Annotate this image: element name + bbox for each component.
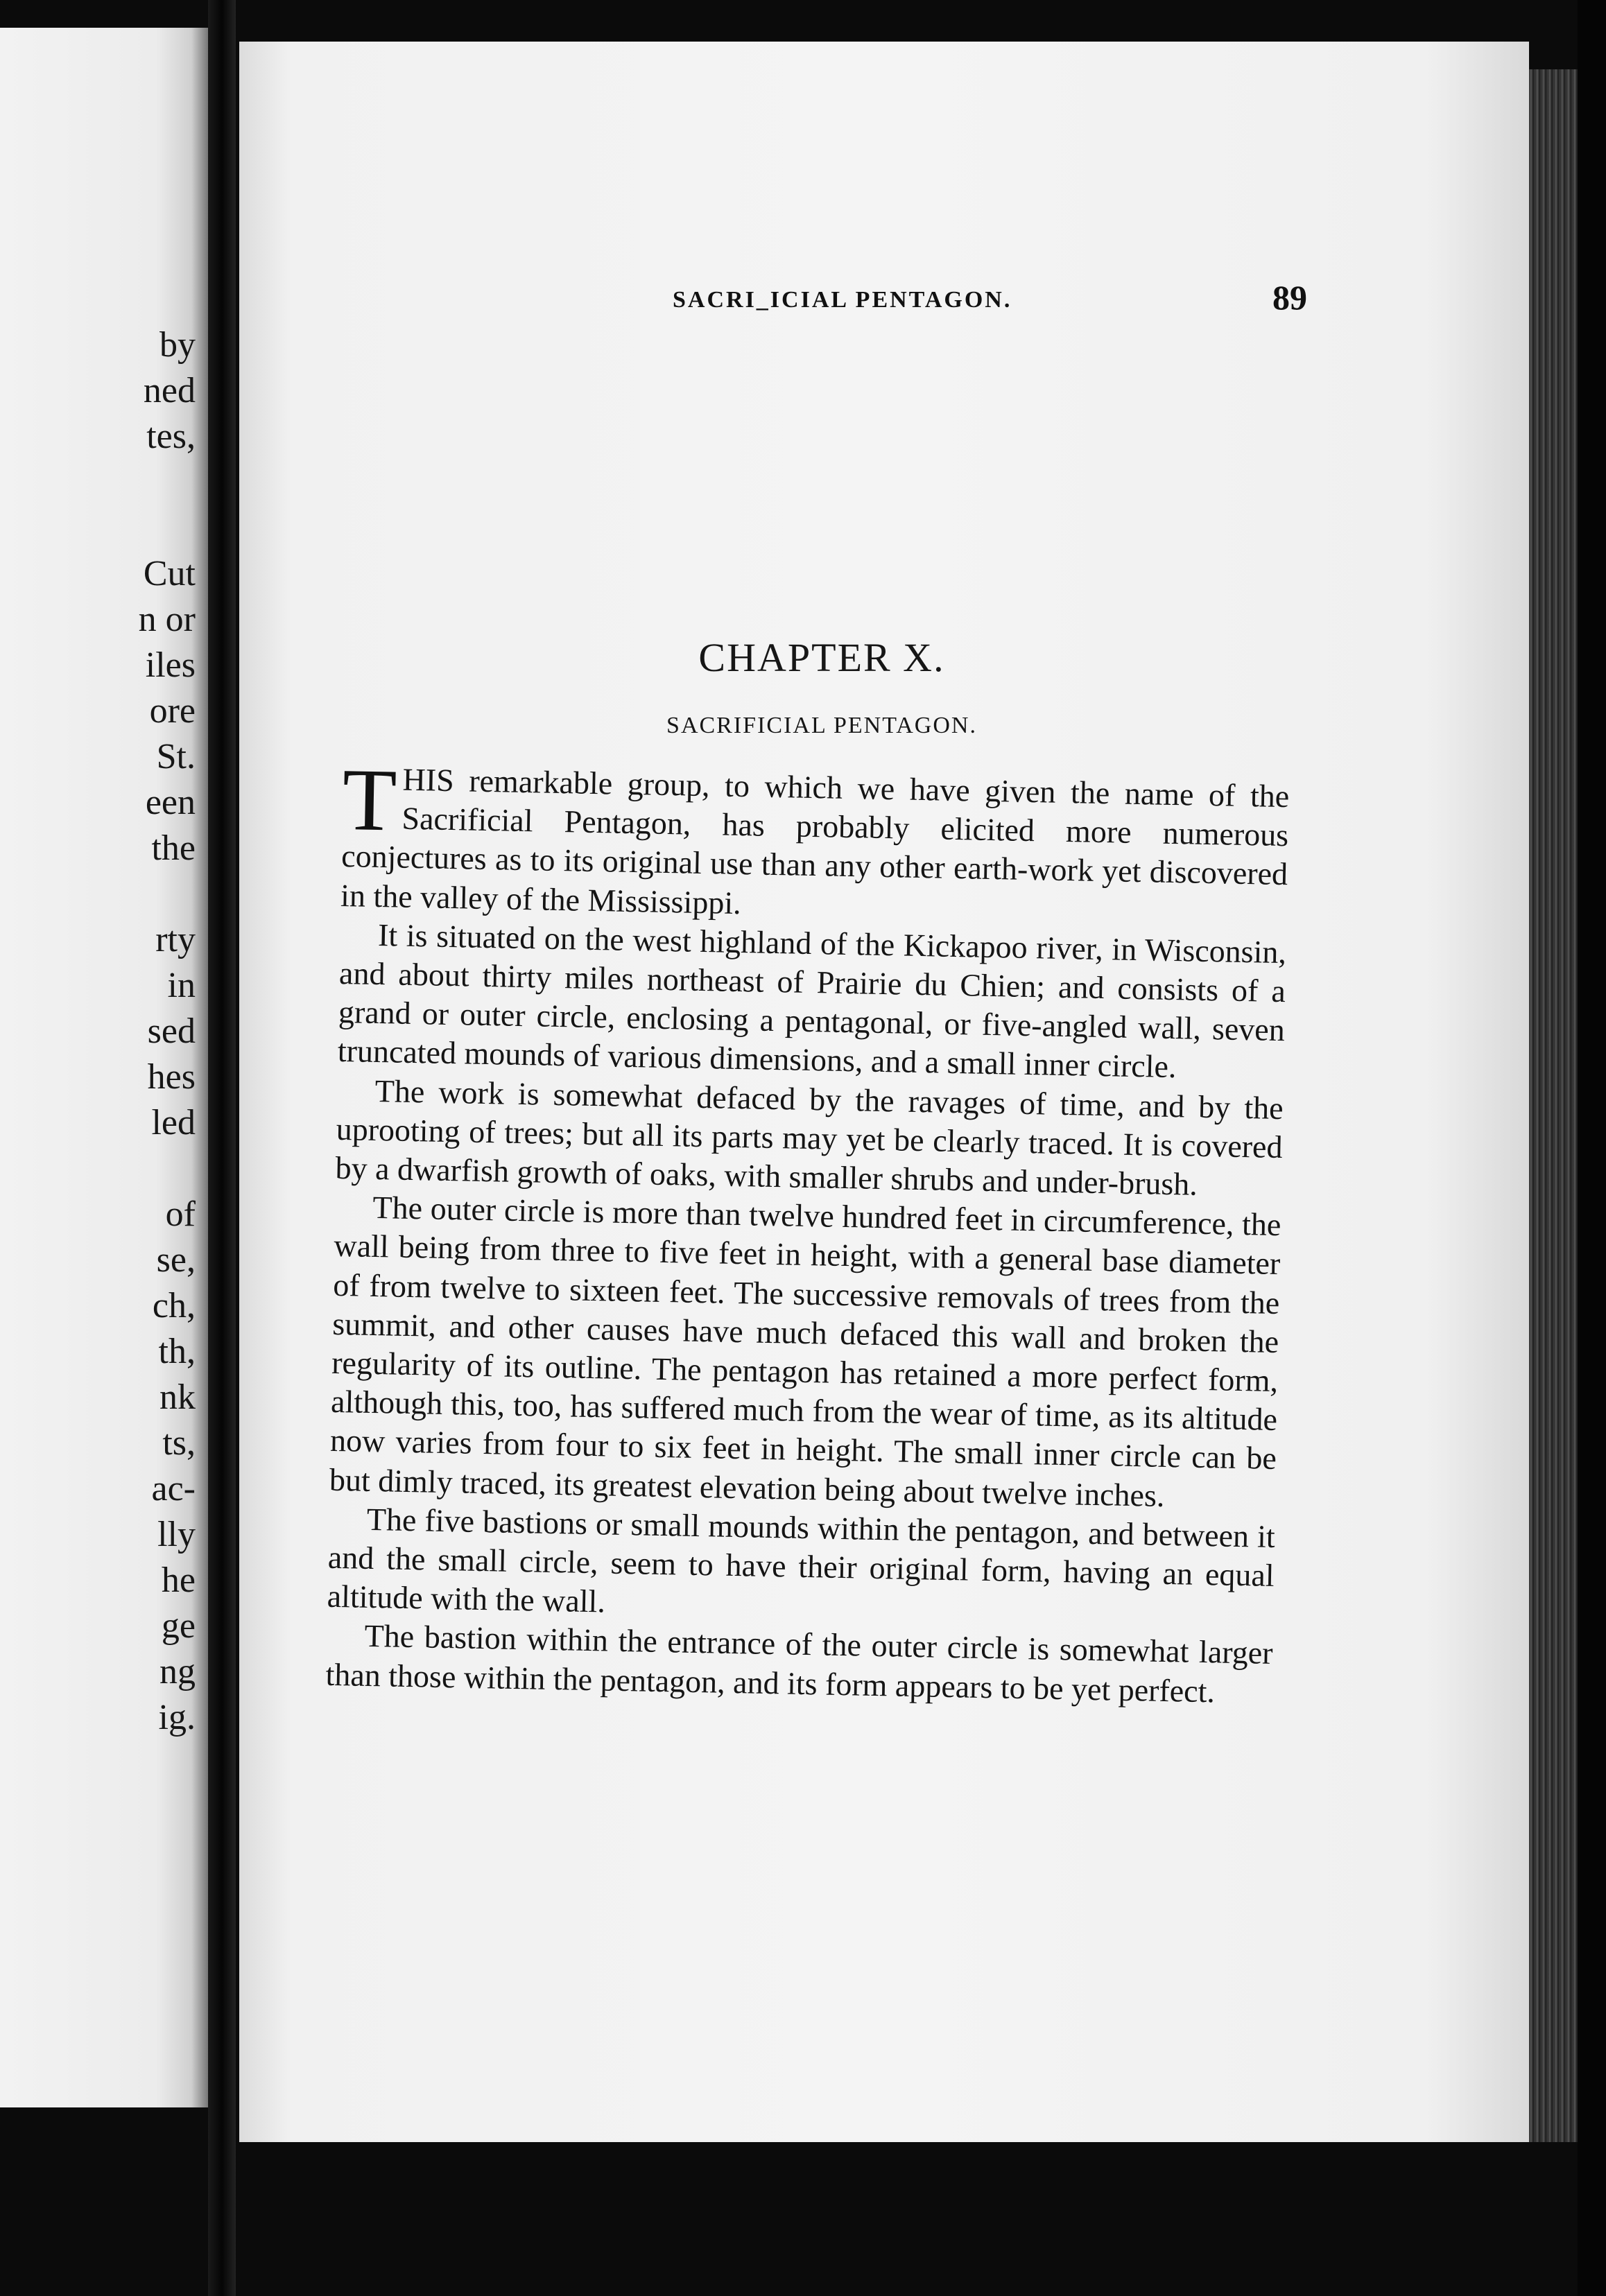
left-fragment: ts, [162,1423,196,1463]
left-fragment: of [165,1194,196,1234]
left-fragment: in [167,966,196,1005]
body-text [325,750,1290,1712]
left-fragment: led [151,1103,196,1142]
left-fragment: ch, [152,1286,196,1325]
chapter-title: CHAPTER X. [698,635,945,680]
paragraph: The five bastions or small mounds within the pentagon, and between it and the small circle, seem to have their original form, having an equal altitude with the wall. [327,1501,1276,1619]
left-facing-page [0,28,208,2107]
page-header [239,277,1529,333]
section-title: SACRIFICIAL PENTAGON. [666,713,977,738]
left-fragment: nk [159,1377,196,1417]
left-fragment: the [151,828,196,868]
paragraph: The bastion within the entrance of the outer circle is somewhat larger than those within the pentagon, and its form appears to be yet perfect. [325,1618,1273,1710]
left-fragment: tes, [146,417,196,456]
paragraph: It is situated on the west highland of the Kickapoo river, in Wisconsin, and about thirty miles northeast of Prairie du Chien; and consists of a grand or outer circle, enclosing a pentagonal, or five-angled wall, seven truncated mounds of various dimensions, and a small inner circle. [337,916,1287,1085]
left-fragment: ore [149,691,196,731]
left-fragment: n or [138,600,196,639]
paragraph-text: HIS remarkable group, to which we have given the name of the Sacrificial Pentagon, has probably elicited more numerous conjectures as to its original use than any other earth-work yet discovered in the valley of the Mississippi. [340,761,1290,921]
paragraph [340,750,1290,933]
left-fragment: ig. [158,1698,196,1737]
left-fragment: se, [156,1240,196,1280]
page-number: 89 [1272,278,1307,317]
left-fragment: een [145,783,196,822]
paragraph: The outer circle is more than twelve hundred feet in circumference, the wall being from three to five feet in height, with a general base diameter of from twelve to sixteen feet. The successive removals of trees from the summit, and other causes have much defaced this wall and broken the regularity of its outline. The pentagon has retained a more perfect form, although this, too, has suffered much from the wear of time, as its altitude now varies from four to six feet in height. The small inner circle can be but dimly traced, its greatest elevation being about twelve inches. [329,1190,1281,1513]
page-edges [1529,69,1578,2142]
book-page [239,42,1529,2142]
left-fragment: ng [159,1652,196,1691]
running-head: SACRI_ICIAL PENTAGON. [673,287,1012,313]
book-gutter [208,0,236,2296]
left-fragment: he [161,1560,196,1600]
left-fragment: hes [147,1057,196,1097]
left-fragment: th, [158,1332,196,1371]
left-fragment: by [159,325,196,365]
left-fragment: Cut [143,554,196,593]
left-fragment: ac- [151,1469,196,1508]
left-fragment: rty [155,920,196,959]
left-page-text-fragments [57,322,196,1741]
paragraph: The work is somewhat defaced by the ravages of time, and by the uprooting of trees; but all its parts may yet be clearly traced. It is covered by a dwarfish growth of oaks, with smaller shrubs and under-brush. [335,1072,1284,1202]
left-fragment: St. [156,737,196,776]
drop-cap: T [341,750,398,850]
left-fragment: lly [157,1515,196,1554]
left-fragment: sed [147,1011,196,1051]
left-fragment: ned [143,371,196,410]
left-fragment: iles [145,645,196,685]
left-fragment: ge [161,1606,196,1646]
scan-border [1578,0,1606,2296]
